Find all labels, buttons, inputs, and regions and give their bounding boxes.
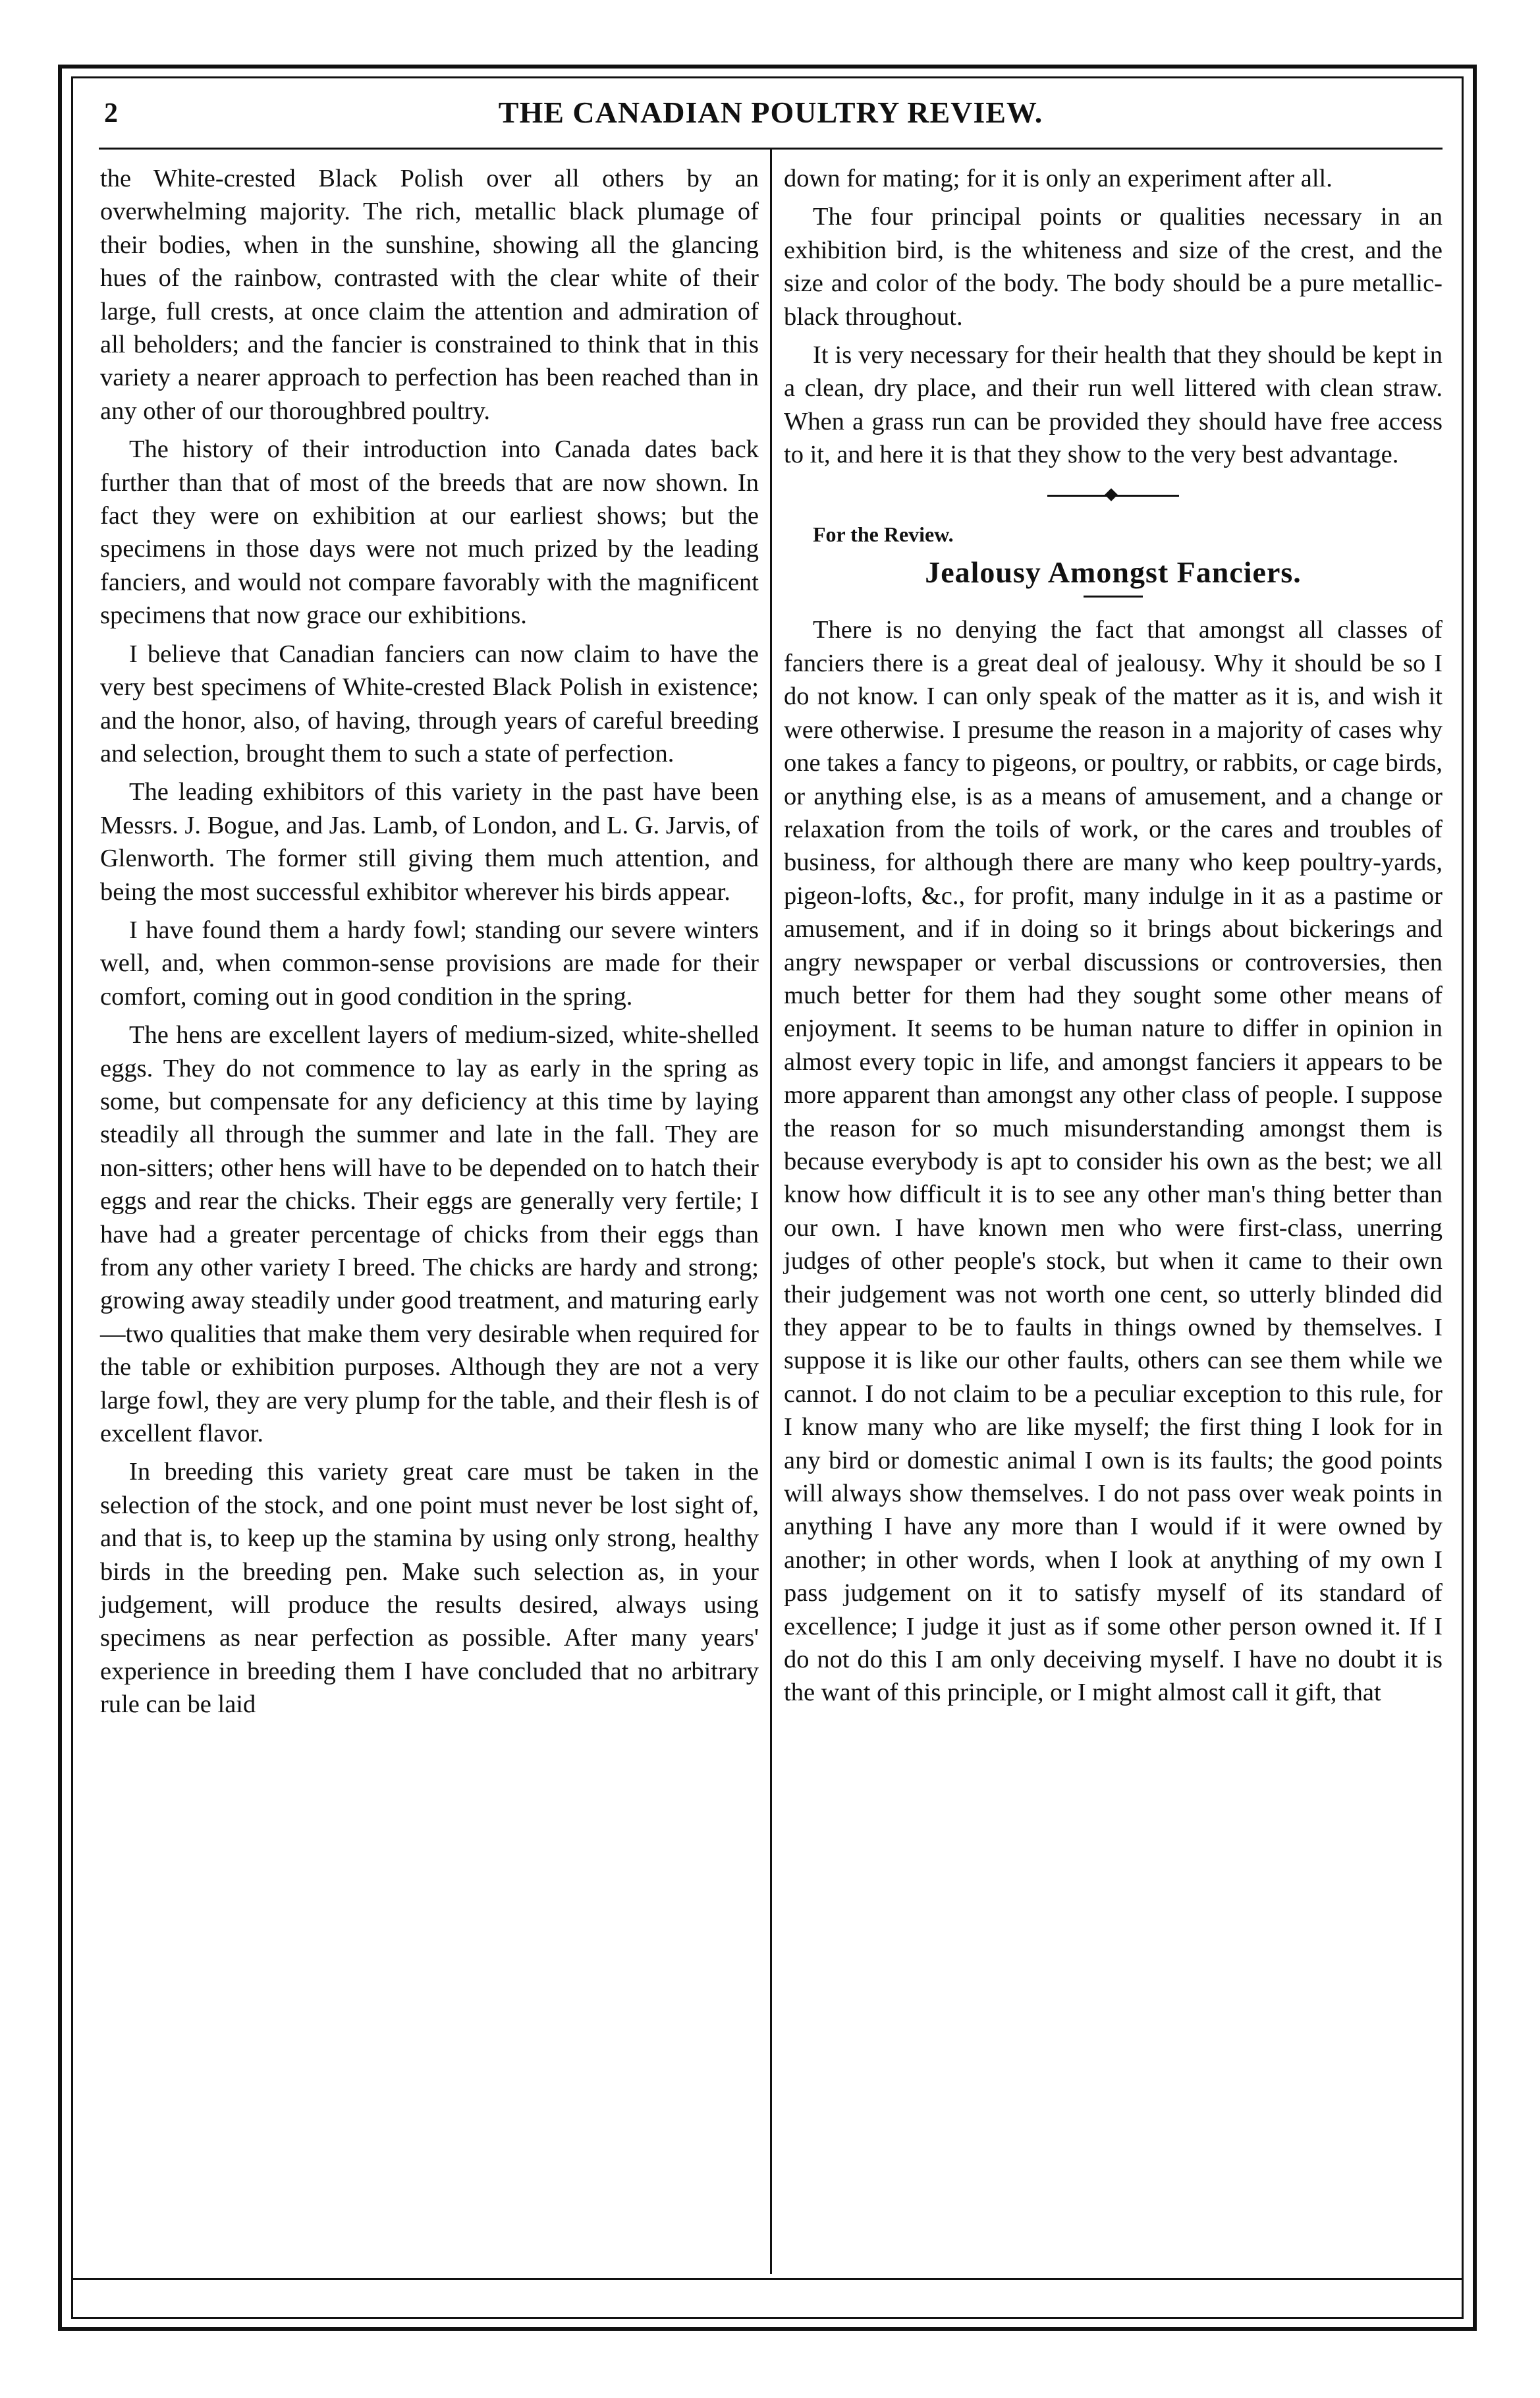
paragraph: The history of their introduction into Canada dates back further than that of most of the breeds that are now shown. In fact they were on exhibition at our earliest shows; but the specimens in those days were not much prized by the leading fanciers, and would not compare favorably with the magnificent specimens that now grace our exhibitions. — [100, 435, 759, 630]
paragraph: down for mating; for it is only an experiment after all. — [784, 165, 1333, 192]
article-title: Jealousy Amongst Fanciers. — [925, 555, 1302, 590]
paragraph: The hens are excellent layers of medium-sized, white-shelled eggs. They do not commence to lay as early in the spring as some, but compensate for any deficiency at this time by laying steadily all through the summer and late in the fall. They are non-sitters; other hens will have to be depended on to hatch their eggs and rear the chicks. Their eggs are generally very fertile; I have had a greater percentage of chicks from their eggs than from any other variety I breed. The chicks are hardy and strong; growing away steadily under good treatment, and maturing early—two qualities that make them very desirable when required for the table or exhibition purposes. Although they are not a very large fowl, they are very plump for the table, and their flesh is of excellent flavor. — [100, 1021, 759, 1448]
page-header — [99, 92, 1443, 145]
right-column — [784, 162, 1443, 1715]
running-head: THE CANADIAN POULTRY REVIEW. — [498, 96, 1043, 129]
left-column — [100, 162, 759, 1727]
page-number: 2 — [104, 98, 118, 128]
paragraph: the White-crested Black Polish over all others by an overwhelming majority. The rich, metallic black plumage of their bodies, when in the sunshine, showing all the glancing hues of the rainbow, contrasted with the clear white of their large, full crests, at once claim the attention and admiration of all beholders; and the fancier is constrained to think that in this variety a nearer approach to perfection has been reached than in any other of our thoroughbred poultry. — [100, 165, 759, 425]
paragraph: The leading exhibitors of this variety in the past have been Messrs. J. Bogue, and Jas. Lamb, of London, and L. G. Jarvis, of Glenworth. The former still giving them much attention, and being the most successful exhibitor wherever his birds appear. — [100, 778, 759, 906]
title-rule — [1084, 596, 1143, 598]
column-divider — [770, 149, 772, 2274]
paragraph: It is very necessary for their health that they should be kept in a clean, dry place, and their run well littered with clean straw. When a grass run can be provided they should have free access to it, and here it is that they show to the very best advantage. — [784, 341, 1443, 469]
bottom-rule — [71, 2278, 1464, 2280]
article-body: There is no denying the fact that amongst all classes of fanciers there is a great deal of jealousy. Why it should be so I do not know. I can only speak of the matter as it is, and wish it were otherwise. I presume the reason in a majority of cases why one takes a fancy to pigeons, or poultry, or rabbits, or cage birds, or anything else, is as a means of amusement, and a change or relaxation from the toils of work, or the cares and troubles of business, for although there are many who keep poultry-yards, pigeon-lofts, &c., for profit, many indulge in it as a pastime or amusement, and if in doing so it brings about bickerings and angry newspaper or verbal discussions or controversies, then much better for them had they sought some other means of enjoyment. It seems to be human nature to differ in opinion in almost every topic in life, and amongst fanciers it appears to be more apparent than amongst any other class of people. I suppose the reason for so much misunderstanding amongst them is because everybody is apt to consider his own as the best; we all know how difficult it is to see any other man's thing better than our own. I have known men who were first-class, unerring judges of other people's stock, but when it came to their own their judgement was not worth one cent, so utterly blinded did they appear to be to faults in things owned by themselves. I suppose it is like our other faults, others can see them while we cannot. I do not claim to be a peculiar exception to this rule, for I know many who are like myself; the first thing I look for in any bird or domestic animal I own is its faults; the good points will always show themselves. I do not pass over weak points in anything I have any more than I would if it were owned by another; in other words, when I look at anything of my own I pass judgement on it to satisfy myself of its standard of excellence; I judge it just as if some other person owned it. If I do not do this I am only deceiving myself. I have no doubt it is the want of this principle, or I might almost call it gift, that — [784, 616, 1443, 1707]
article-source: For the Review. — [813, 522, 954, 546]
paragraph: In breeding this variety great care must be taken in the selection of the stock, and one point must never be lost sight of, and that is, to keep up the stamina by using only strong, healthy birds in the breeding pen. Make such selection as, in your judgement, will produce the results desired, always using specimens as near perfection as possible. After many years' experience in breeding them I have concluded that no arbitrary rule can be laid — [100, 1458, 759, 1719]
paragraph: I believe that Canadian fanciers can now claim to have the very best specimens of White-crested Black Polish in existence; and the honor, also, of having, through years of careful breeding and selection, brought them to such a state of perfection. — [100, 640, 759, 767]
diamond-ornament-icon — [1105, 488, 1118, 501]
paragraph: I have found them a hardy fowl; standing our severe winters well, and, when common-sense provisions are made for their comfort, coming out in good condition in the spring. — [100, 916, 759, 1011]
section-separator — [1047, 489, 1179, 502]
paragraph: The four principal points or qualities necessary in an exhibition bird, is the whiteness and size of the crest, and the size and color of the body. The body should be a pure metallic-black throughout. — [784, 203, 1443, 331]
